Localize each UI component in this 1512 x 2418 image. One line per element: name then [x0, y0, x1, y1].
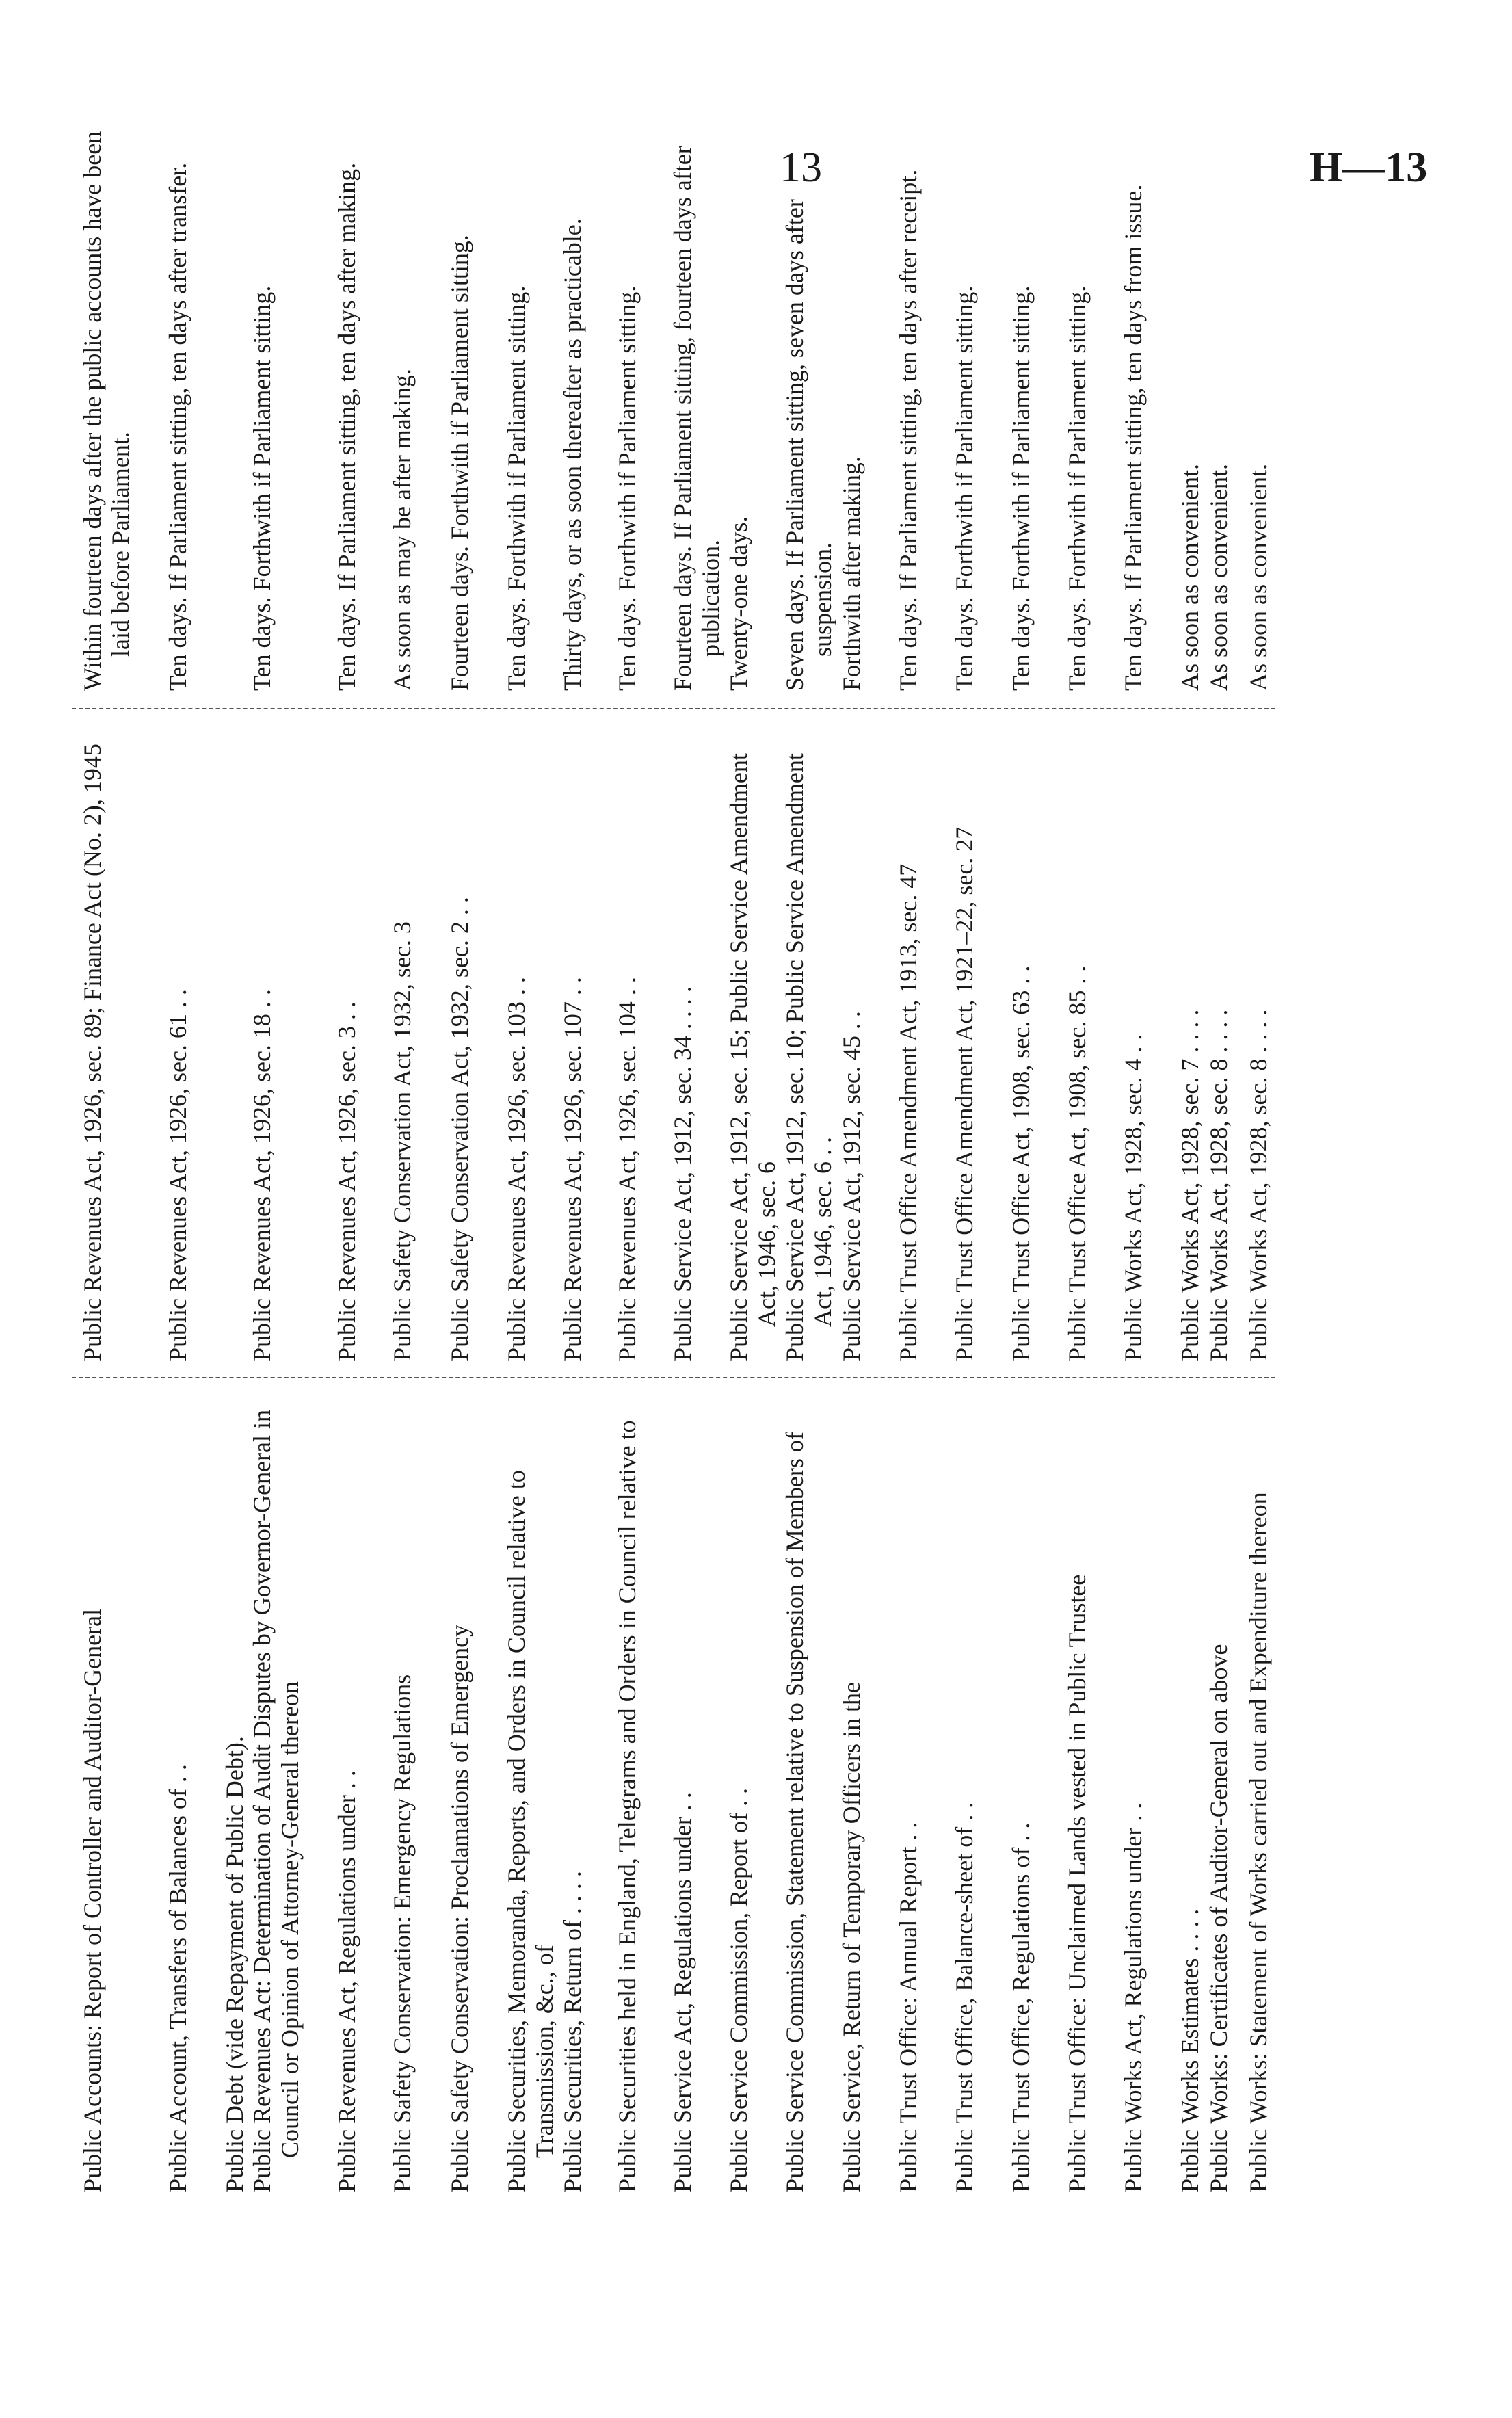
column-divider — [72, 708, 1275, 709]
authority-cell: Public Service Act, 1912, sec. 15; Public Service Amendment Act, 1946, sec. 6 — [725, 753, 780, 1361]
authority-cell: Public Revenues Act, 1926, sec. 89; Finance Act (No. 2), 1945 — [79, 744, 106, 1361]
authority-cell: Public Service Act, 1912, sec. 34 . . . . — [669, 986, 696, 1361]
time-cell: Fourteen days. Forthwith if Parliament sitting. — [446, 235, 473, 691]
subject-cell: Public Service Commission, Report of . . — [725, 1788, 752, 2192]
page-number: 13 — [780, 144, 822, 191]
time-cell: Thirty days, or as soon thereafter as practicable. — [559, 218, 586, 691]
time-cell: Within fourteen days after the public accounts have been laid before Parliament. — [79, 131, 134, 691]
subject-cell: Public Trust Office: Unclaimed Lands vested in Public Trustee — [1063, 1574, 1091, 2192]
time-cell: As soon as convenient. — [1205, 464, 1232, 691]
time-cell: Twenty-one days. — [725, 516, 752, 691]
authority-cell: Public Revenues Act, 1926, sec. 103 . . — [503, 977, 530, 1361]
subject-cell: Public Service Act, Regulations under . . — [669, 1792, 696, 2192]
authority-cell: Public Revenues Act, 1926, sec. 18 . . — [248, 989, 276, 1361]
subject-cell: Public Trust Office, Regulations of . . — [1007, 1822, 1035, 2192]
time-cell: As soon as may be after making. — [388, 369, 416, 691]
time-cell: As soon as convenient. — [1176, 464, 1204, 691]
authority-cell: Public Works Act, 1928, sec. 7 . . . . — [1176, 1009, 1204, 1361]
time-cell: Ten days. Forthwith if Parliament sitting. — [1007, 285, 1035, 691]
authority-cell: Public Safety Conservation Act, 1932, sec. 2 . . — [446, 897, 473, 1361]
subject-cell: Public Works Estimates . . . . — [1176, 1908, 1204, 2192]
document-code: H—13 — [1310, 144, 1428, 191]
authority-cell: Public Trust Office Act, 1908, sec. 63 . . — [1007, 965, 1035, 1361]
subject-cell: Public Safety Conservation: Emergency Regulations — [388, 1674, 416, 2192]
time-cell: Fourteen days. If Parliament sitting, fourteen days after publication. — [669, 146, 724, 691]
time-cell: Ten days. Forthwith if Parliament sitting. — [248, 285, 276, 691]
time-cell: Ten days. Forthwith if Parliament sitting. — [503, 285, 530, 691]
time-cell: Ten days. If Parliament sitting, ten days after transfer. — [164, 162, 191, 691]
rotated-table — [72, 92, 1275, 2192]
authority-cell: Public Revenues Act, 1926, sec. 107 . . — [559, 977, 586, 1361]
subject-cell: Public Revenues Act: Determination of Audit Disputes by Governor-General in Council or Opinion of Attorney-General thereon — [248, 1409, 304, 2192]
subject-cell: Public Service, Return of Temporary Officers in the — [838, 1682, 865, 2192]
authority-cell: Public Revenues Act, 1926, sec. 104 . . — [613, 977, 641, 1361]
time-cell: Ten days. Forthwith if Parliament sitting. — [1063, 285, 1091, 691]
time-cell: Ten days. If Parliament sitting, ten days after receipt. — [894, 169, 922, 691]
subject-cell: Public Trust Office: Annual Report . . — [894, 1822, 922, 2192]
subject-cell: Public Works: Statement of Works carried out and Expenditure thereon — [1245, 1492, 1272, 2192]
authority-cell: Public Works Act, 1928, sec. 4 . . — [1119, 1034, 1147, 1361]
subject-cell: Public Works Act, Regulations under . . — [1119, 1802, 1147, 2192]
column-divider — [72, 1377, 1275, 1378]
authority-cell: Public Safety Conservation Act, 1932, sec. 3 — [388, 921, 416, 1361]
authority-cell: Public Service Act, 1912, sec. 45 . . — [838, 1011, 865, 1361]
subject-cell: Public Debt (vide Repayment of Public Debt). — [221, 1736, 248, 2192]
authority-cell: Public Revenues Act, 1926, sec. 61 . . — [164, 989, 191, 1361]
subject-cell: Public Revenues Act, Regulations under . . — [333, 1770, 360, 2192]
time-cell: Ten days. Forthwith if Parliament sitting. — [613, 285, 641, 691]
subject-cell: Public Works: Certificates of Auditor-General on above — [1205, 1644, 1232, 2192]
authority-cell: Public Trust Office Act, 1908, sec. 85 . . — [1063, 965, 1091, 1361]
subject-cell: Public Trust Office, Balance-sheet of . . — [951, 1802, 978, 2192]
time-cell: As soon as convenient. — [1245, 464, 1272, 691]
subject-cell: Public Securities, Memoranda, Reports, and Orders in Council relative to Transmission, &c., of — [503, 1470, 558, 2192]
authority-cell: Public Revenues Act, 1926, sec. 3 . . — [333, 1001, 360, 1361]
subject-cell: Public Account, Transfers of Balances of . . — [164, 1764, 191, 2192]
subject-cell: Public Securities, Return of . . . . — [559, 1871, 586, 2192]
authority-cell: Public Works Act, 1928, sec. 8 . . . . — [1245, 1009, 1272, 1361]
authority-cell: Public Trust Office Amendment Act, 1913, sec. 47 — [894, 863, 922, 1361]
subject-cell: Public Securities held in England, Telegrams and Orders in Council relative to — [613, 1420, 641, 2192]
time-cell: Ten days. Forthwith if Parliament sitting. — [951, 285, 978, 691]
authority-cell: Public Service Act, 1912, sec. 10; Public Service Amendment Act, 1946, sec. 6 . . — [781, 753, 836, 1361]
subject-cell: Public Safety Conservation: Proclamations of Emergency — [446, 1624, 473, 2192]
subject-cell: Public Accounts: Report of Controller and Auditor-General — [79, 1608, 106, 2192]
time-cell: Ten days. If Parliament sitting, ten days after making. — [333, 162, 360, 691]
subject-cell: Public Service Commission, Statement relative to Suspension of Members of — [781, 1432, 808, 2192]
time-cell: Forthwith after making. — [838, 456, 865, 691]
time-cell: Ten days. If Parliament sitting, ten days from issue. — [1119, 184, 1147, 691]
authority-cell: Public Works Act, 1928, sec. 8 . . . . — [1205, 1009, 1232, 1361]
authority-cell: Public Trust Office Amendment Act, 1921–22, sec. 27 — [951, 826, 978, 1361]
time-cell: Seven days. If Parliament sitting, seven days after suspension. — [781, 199, 836, 691]
